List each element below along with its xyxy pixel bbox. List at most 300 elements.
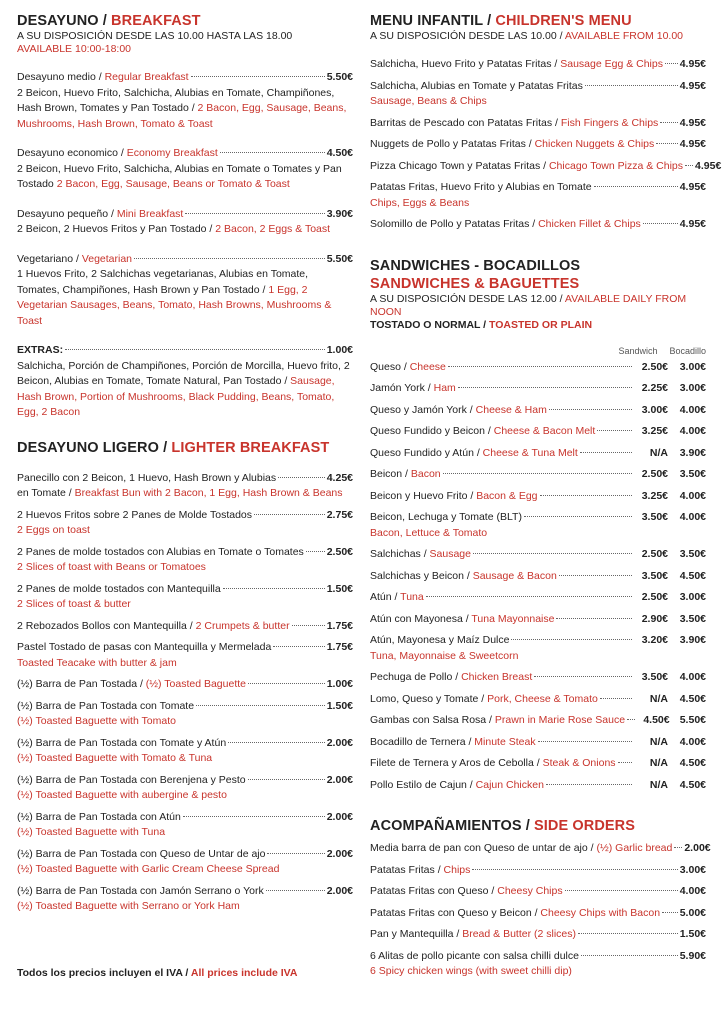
lighter-item-name: [17, 582, 221, 598]
sandwich-item-es: Salchichas /: [370, 548, 430, 560]
side-item-en: Cheesy Chips with Bacon: [540, 906, 661, 919]
breakfast-item-description: [17, 162, 353, 193]
sandwich-item-en: Ham: [433, 382, 456, 394]
sandwich-price: N/A: [649, 692, 668, 705]
lighter-item-es: (½) Barra de Pan Tostada con Berenjena y Pesto: [17, 773, 246, 786]
extras-desc-es: Salchicha, Porción de Champiñones, Porción de Morcilla, Huevo frito, 2 Beicon, Alubias en Tomate, Tomate Natural, Pan Tostado /: [17, 359, 350, 387]
sandwich-item-name: [370, 360, 446, 376]
lighter-title-en: LIGHTER BREAKFAST: [171, 439, 330, 456]
lighter-item-name: [17, 773, 246, 789]
lighter-desc-es: en Tomate /: [17, 487, 75, 499]
lighter-item-name: [17, 640, 271, 656]
lighter-item-row: [17, 847, 353, 863]
kids-item-price: 4.95€: [679, 138, 706, 150]
side-item-en: Bread & Butter (2 slices): [462, 928, 577, 940]
sandwich-item-name: [370, 778, 544, 794]
kids-item-row: [370, 137, 706, 153]
sandwich-item-row: [370, 778, 706, 794]
side-item-name: [370, 841, 672, 857]
sandwich-item-row: [370, 569, 706, 585]
sandwich-item-row: [370, 692, 706, 708]
side-item-es: 6 Alitas de pollo picante con salsa chilli dulce: [370, 949, 579, 962]
side-item-row: [370, 884, 706, 900]
kids-item-en: Chicken Fillet & Chips: [538, 218, 641, 230]
breakfast-item-row: [17, 70, 353, 86]
breakfast-item-price: 5.50€: [326, 71, 353, 83]
kids-item-price: 4.95€: [679, 79, 706, 92]
breakfast-availability-en: AVAILABLE 10:00-18:00: [17, 43, 132, 55]
kids-avail-es: A SU DISPOSICIÓN DESDE LAS 10.00 /: [370, 30, 565, 42]
sides-list: [370, 841, 711, 986]
bocadillo-price: 3.50€: [679, 612, 706, 625]
lighter-item-price: 2.00€: [326, 810, 353, 823]
kids-item-name: [370, 217, 641, 233]
lighter-item-en: 2 Slices of toast & butter: [17, 598, 131, 610]
lighter-item-name: [17, 677, 246, 693]
extras-label: EXTRAS:: [17, 344, 64, 356]
side-item-es: Patatas Fritas con Queso /: [370, 885, 498, 897]
lighter-item-price: 2.50€: [326, 545, 353, 558]
bocadillo-price: 3.00€: [679, 382, 706, 394]
sandwich-item-es: Pollo Estilo de Cajun /: [370, 778, 476, 791]
lighter-item-row: [17, 884, 353, 900]
footer-en: All prices include IVA: [190, 967, 298, 979]
breakfast-item-name: [17, 70, 189, 86]
lighter-item-price: 4.25€: [326, 471, 353, 484]
extras-description: [17, 359, 353, 421]
kids-item-name: [370, 116, 658, 132]
sandwich-price: 4.50€: [643, 714, 670, 726]
lighter-item-name: [17, 847, 265, 863]
lighter-title-es: DESAYUNO LIGERO: [17, 439, 159, 456]
sandwich-item-name: [370, 590, 424, 606]
sandwich-item-row: [370, 360, 706, 376]
sandwich-price: N/A: [649, 757, 668, 769]
sandwich-price: 3.20€: [641, 634, 668, 646]
lighter-item-row: [17, 508, 353, 524]
lighter-item-price: 1.75€: [326, 619, 353, 632]
right-column: [370, 12, 722, 986]
sandwich-item-en: Cheese: [409, 360, 446, 373]
side-item-name: [370, 906, 660, 922]
sandwich-price: N/A: [649, 446, 668, 459]
sandwich-price: 3.50€: [641, 511, 668, 523]
sandwich-item-name: [370, 510, 522, 526]
kids-item-row: [370, 217, 706, 233]
lighter-item-es: 2 Huevos Fritos sobre 2 Panes de Molde Tostados: [17, 508, 253, 521]
sandwich-item-name: [370, 424, 595, 440]
side-item-es: Pan y Mantequilla /: [370, 928, 463, 940]
sandwich-item-name: [370, 612, 554, 628]
lighter-item-es: 2 Rebozados Bollos con Mantequilla /: [17, 619, 196, 632]
sandwich-item-en: Pork, Cheese & Tomato: [487, 692, 598, 705]
sandwich-item-row: [370, 403, 706, 419]
sandwich-item-name: [370, 403, 547, 419]
sandwich-item-name: [370, 569, 557, 585]
sandwich-item-name: [370, 467, 441, 483]
breakfast-item-description: [17, 222, 353, 238]
kids-title-en: CHILDREN'S MENU: [495, 13, 632, 29]
sandwich-item-name: [370, 692, 598, 708]
sandwich-item-row: [370, 424, 706, 440]
sandwich-item-row: [370, 446, 706, 462]
sandwich-list: [370, 360, 706, 800]
sandwich-price: 2.25€: [641, 382, 668, 394]
lighter-item-price: 2.00€: [326, 773, 353, 786]
sandwich-item-es: Filete de Ternera y Aros de Cebolla /: [370, 757, 543, 769]
tax-footer: [17, 967, 297, 979]
sandwich-item-en: Steak & Onions: [542, 757, 616, 769]
lighter-item-en: (½) Toasted Baguette with Tuna: [17, 826, 166, 838]
sandwich-price: 3.00€: [641, 403, 668, 416]
lighter-item-es: (½) Barra de Pan Tostada con Jamón Serrano o York: [17, 884, 264, 897]
sandwich-item-es: Salchichas y Beicon /: [370, 569, 473, 582]
sandwich-item-en: Prawn in Marie Rose Sauce: [494, 714, 626, 726]
side-item-es: Media barra de pan con Queso de untar de ajo /: [370, 842, 597, 854]
lighter-item-en: 2 Crumpets & butter: [195, 619, 290, 632]
kids-item-es: Salchicha, Alubias en Tomate y Patatas Fritas: [370, 79, 583, 92]
lighter-item-name: [17, 699, 194, 715]
kids-item-price: 4.95€: [679, 58, 706, 70]
lighter-item-en: 2 Eggs on toast: [17, 524, 90, 536]
sandwich-item-row: [370, 381, 706, 397]
kids-item-es: Patatas Fritas, Huevo Frito y Alubias en Tomate: [370, 181, 592, 193]
kids-item-price: 4.95€: [695, 159, 722, 172]
sandwich-item-en: Cheese & Bacon Melt: [493, 425, 596, 437]
kids-item-es: Pizza Chicago Town y Patatas Fritas /: [370, 159, 549, 172]
kids-avail-en: AVAILABLE FROM 10.00: [564, 30, 684, 42]
bocadillo-price: 3.90€: [679, 634, 706, 646]
kids-item-en: Chicken Nuggets & Chips: [534, 138, 655, 150]
sandwich-column-headers: [370, 346, 706, 356]
lighter-item-row: [17, 810, 353, 826]
sandwich-price: 2.50€: [641, 591, 668, 603]
sides-title-en: SIDE ORDERS: [534, 818, 636, 834]
kids-title-es: MENU INFANTIL: [370, 13, 484, 29]
sides-title-es: ACOMPAÑAMIENTOS: [370, 818, 522, 834]
sandwich-item-es: Beicon, Lechuga y Tomate (BLT): [370, 511, 522, 523]
side-item-name: [370, 863, 470, 879]
bocadillo-price: 4.00€: [679, 735, 706, 748]
lighter-item-es: 2 Panes de molde tostados con Mantequilla: [17, 582, 221, 595]
lighter-item-price: 2.75€: [326, 508, 353, 521]
sandwich-item-name: [370, 756, 616, 772]
sandwich-price: 2.50€: [641, 468, 668, 480]
sandwich-price: 2.50€: [641, 360, 668, 373]
toast-es: TOSTADO O NORMAL /: [370, 318, 490, 331]
kids-item-price: 4.95€: [679, 218, 706, 230]
kids-heading: MENU INFANTIL / CHILDREN'S MENU: [370, 13, 632, 29]
sandwich-item-en: Chicken Breast: [461, 671, 533, 683]
bocadillo-price: 4.00€: [679, 511, 706, 523]
breakfast-item-row: [17, 252, 353, 268]
breakfast-item-es: Vegetariano /: [17, 252, 82, 265]
sandwich-item-en: Cheese & Tuna Melt: [482, 446, 578, 459]
bocadillo-price: 4.50€: [679, 692, 706, 705]
kids-list: [370, 57, 722, 239]
kids-item-en: Sausage Egg & Chips: [560, 58, 663, 70]
breakfast-item-en: Regular Breakfast: [104, 71, 189, 83]
kids-item-es: Nuggets de Pollo y Patatas Fritas /: [370, 138, 535, 150]
breakfast-item-en: Mini Breakfast: [116, 207, 184, 220]
sandwich-item-es: Atún /: [370, 591, 401, 603]
sandwich-item-row: [370, 510, 706, 526]
kids-item-row: [370, 159, 722, 175]
lighter-item-name: [17, 884, 264, 900]
breakfast-desc-es: 2 Beicon, Huevo Frito, Salchicha, Alubias en Tomate, Champiñones, Hash Brown, Tomates y Pan Tostado /: [17, 86, 335, 114]
sandwich-item-name: [370, 670, 532, 686]
breakfast-availability-es: A SU DISPOSICIÓN DESDE LAS 10.00 HASTA LAS 18.00: [17, 30, 293, 42]
bocadillo-price: 3.50€: [679, 468, 706, 480]
lighter-item-row: [17, 736, 353, 752]
sandwich-item-row: [370, 612, 706, 628]
bocadillo-price: 3.90€: [679, 446, 706, 459]
breakfast-item-description: [17, 86, 353, 133]
sandwich-price: 3.25€: [641, 425, 668, 437]
sandwich-price: 3.50€: [641, 671, 668, 683]
lighter-item-es: (½) Barra de Pan Tostada con Atún: [17, 810, 181, 823]
lighter-item-es: Panecillo con 2 Beicon, 1 Huevo, Hash Brown y Alubias: [17, 471, 277, 484]
left-column: [17, 12, 353, 921]
extras-price: 1.00€: [326, 344, 353, 356]
lighter-item-price: 2.00€: [326, 736, 353, 749]
lighter-item-row: [17, 619, 353, 635]
breakfast-item-price: 5.50€: [326, 252, 353, 265]
sandwich-item-es: Queso Fundido y Atún /: [370, 446, 483, 459]
side-item-price: 3.00€: [679, 863, 706, 876]
bocadillo-price: 5.50€: [679, 714, 706, 726]
sandwich-item-row: [370, 633, 706, 649]
lighter-item-es: 2 Panes de molde tostados con Alubias en Tomate o Tomates: [17, 545, 304, 558]
kids-item-name: [370, 137, 654, 153]
kids-item-row: [370, 180, 706, 196]
lighter-item-en: (½) Toasted Baguette: [145, 678, 247, 690]
side-item-row: [370, 949, 706, 965]
sandwich-price: 3.50€: [641, 569, 668, 582]
side-item-price: 2.00€: [684, 842, 711, 854]
lighter-item-row: [17, 545, 353, 561]
sandwich-price: 3.25€: [641, 489, 668, 502]
lighter-item-en: 2 Slices of toast with Beans or Tomatoes: [17, 561, 206, 573]
kids-item-en: Chips, Eggs & Beans: [370, 196, 470, 209]
side-item-price: 5.00€: [679, 906, 706, 919]
lighter-item-price: 2.00€: [326, 847, 353, 860]
kids-item-name: [370, 180, 592, 196]
sandwich-item-es: Pechuga de Pollo /: [370, 671, 462, 683]
breakfast-item-name: [17, 252, 132, 268]
lighter-item-name: [17, 736, 226, 752]
side-item-es: Patatas Fritas /: [370, 863, 444, 876]
sandwich-item-en: Tuna, Mayonnaise & Sweetcorn: [370, 649, 519, 662]
kids-item-es: Barritas de Pescado con Patatas Fritas /: [370, 116, 561, 129]
bocadillo-price: 4.50€: [679, 569, 706, 582]
lighter-item-es: Pastel Tostado de pasas con Mantequilla y Mermelada: [17, 641, 272, 653]
lighter-item-name: [17, 545, 304, 561]
breakfast-item-en: Economy Breakfast: [126, 147, 218, 159]
sandwich-item-es: Beicon y Huevo Frito /: [370, 489, 477, 502]
sandwich-item-row: [370, 713, 706, 729]
breakfast-list: [17, 70, 353, 343]
breakfast-desc-en: 1 Egg, 2 Vegetarian Sausages, Beans, Tomato, Hash Browns, Mushrooms & Toast: [17, 283, 332, 327]
sandwich-item-es: Atún, Mayonesa y Maíz Dulce: [370, 634, 510, 646]
side-item-row: [370, 906, 706, 922]
sandwich-item-name: [370, 713, 625, 729]
kids-item-es: Solomillo de Pollo y Patatas Fritas /: [370, 218, 539, 230]
sandwiches-heading: SANDWICHES - BOCADILLOS: [370, 257, 581, 274]
side-item-price: 4.00€: [679, 885, 706, 897]
sandwiches-availability: [370, 293, 706, 319]
breakfast-item-es: Desayuno economico /: [17, 147, 127, 159]
lighter-item-name: [17, 619, 290, 635]
kids-item-name: [370, 159, 683, 175]
lighter-item-en: (½) Toasted Baguette with Serrano or York Ham: [17, 900, 240, 912]
lighter-item-row: [17, 471, 353, 487]
kids-item-name: [370, 79, 583, 95]
kids-availability: [370, 30, 706, 43]
sandwich-item-es: Beicon /: [370, 468, 411, 480]
bocadillo-price: 4.00€: [679, 489, 706, 502]
sandwiches-toast-option: [370, 319, 706, 332]
sandwich-item-name: [370, 547, 471, 563]
breakfast-desc-en: 2 Bacon, 2 Eggs & Toast: [215, 223, 331, 235]
lighter-item-en: (½) Toasted Baguette with Garlic Cream Cheese Spread: [17, 863, 280, 875]
lighter-item-es: (½) Barra de Pan Tostada con Tomate: [17, 699, 195, 712]
lighter-item-price: 2.00€: [326, 884, 353, 897]
bocadillo-price: 4.00€: [679, 425, 706, 437]
sandwich-item-en: Sausage & Bacon: [472, 569, 557, 582]
side-item-en: Cheesy Chips: [497, 885, 563, 897]
sandwich-item-row: [370, 735, 706, 751]
breakfast-title-en: BREAKFAST: [111, 13, 201, 29]
sandwich-item-name: [370, 381, 456, 397]
sandwich-price: 2.50€: [641, 548, 668, 560]
breakfast-desc-en: 2 Bacon, Egg, Sausage, Beans or Tomato & Toast: [56, 178, 290, 190]
lighter-item-row: [17, 640, 353, 656]
col-sandwich-label: Sandwich: [618, 345, 658, 356]
breakfast-item-en: Vegetarian: [81, 252, 133, 265]
sandwich-item-row: [370, 489, 706, 505]
bocadillo-price: 4.50€: [679, 757, 706, 769]
bocadillo-price: 4.00€: [679, 671, 706, 683]
sandwich-price: 2.90€: [641, 612, 668, 625]
breakfast-item-name: [17, 146, 218, 162]
lighter-list: [17, 471, 353, 921]
sandwich-item-row: [370, 467, 706, 483]
sandwich-item-en: Bacon, Lettuce & Tomato: [370, 526, 488, 539]
sandwich-item-es: Gambas con Salsa Rosa /: [370, 714, 495, 726]
sandwiches-avail-es: A SU DISPOSICIÓN DESDE LAS 12.00 /: [370, 292, 565, 305]
side-item-row: [370, 927, 706, 943]
lighter-item-price: 1.75€: [326, 641, 353, 653]
kids-item-es: Salchicha, Huevo Frito y Patatas Fritas /: [370, 58, 561, 70]
sandwich-item-en: Tuna: [400, 591, 424, 603]
lighter-item-price: 1.50€: [326, 699, 353, 712]
side-item-price: 5.90€: [679, 949, 706, 962]
sandwich-item-row: [370, 756, 706, 772]
breakfast-item-description: [17, 267, 353, 329]
bocadillo-price: 3.50€: [679, 548, 706, 560]
sandwich-item-en: Bacon & Egg: [476, 489, 538, 502]
kids-item-en: Sausage, Beans & Chips: [370, 95, 487, 107]
breakfast-item-es: Desayuno pequeño /: [17, 207, 117, 220]
sandwich-item-es: Jamón York /: [370, 382, 434, 394]
side-item-en: Chips: [443, 863, 471, 876]
sandwich-item-en: Cajun Chicken: [475, 778, 544, 791]
lighter-item-name: [17, 810, 181, 826]
lighter-item-es: (½) Barra de Pan Tostada con Tomate y Atún: [17, 736, 227, 749]
sandwich-item-en: Bacon: [410, 468, 441, 480]
sandwich-item-row: [370, 590, 706, 606]
kids-item-name: [370, 57, 663, 73]
side-item-name: [370, 884, 563, 900]
breakfast-item-price: 4.50€: [326, 147, 353, 159]
lighter-item-en: Toasted Teacake with butter & jam: [17, 656, 177, 669]
sandwich-item-es: Queso y Jamón York /: [370, 403, 476, 416]
lighter-item-name: [17, 471, 276, 487]
kids-item-en: Chicago Town Pizza & Chips: [548, 159, 684, 172]
lighter-item-en: (½) Toasted Baguette with Tomato & Tuna: [17, 752, 213, 764]
lighter-desc-en: Breakfast Bun with 2 Bacon, 1 Egg, Hash Brown & Beans: [74, 487, 343, 499]
sandwich-item-en: Cheese & Ham: [475, 403, 547, 416]
kids-item-row: [370, 116, 706, 132]
side-item-en: 6 Spicy chicken wings (with sweet chilli dip): [370, 965, 572, 977]
lighter-item-row: [17, 677, 353, 693]
sandwich-item-en: Tuna Mayonnaise: [471, 612, 555, 625]
sandwich-item-name: [370, 489, 538, 505]
sandwich-item-name: [370, 735, 536, 751]
breakfast-desc-en: 2 Bacon, Egg, Sausage, Beans, Mushrooms, Hash Brown, Tomato & Toast: [17, 102, 347, 130]
breakfast-item-row: [17, 146, 353, 162]
side-item-es: Patatas Fritas con Queso y Beicon /: [370, 906, 541, 919]
lighter-item-row: [17, 582, 353, 598]
col-bocadillo-label: Bocadillo: [669, 345, 706, 356]
lighter-item-name: [17, 508, 252, 524]
sandwich-price: N/A: [649, 778, 668, 791]
sandwich-item-name: [370, 446, 578, 462]
side-item-en: (½) Garlic bread: [596, 842, 673, 854]
sandwich-item-es: Atún con Mayonesa /: [370, 612, 472, 625]
side-item-row: [370, 841, 711, 857]
lighter-item-price: 1.00€: [326, 678, 353, 690]
sandwich-price: N/A: [649, 735, 668, 748]
breakfast-item-es: Desayuno medio /: [17, 71, 105, 83]
kids-item-price: 4.95€: [679, 181, 706, 193]
breakfast-item-price: 3.90€: [326, 207, 353, 220]
sandwich-item-row: [370, 670, 706, 686]
sandwich-item-en: Minute Steak: [474, 735, 536, 748]
lighter-item-description: [17, 486, 353, 502]
kids-item-row: [370, 79, 706, 95]
lighter-item-row: [17, 773, 353, 789]
extras-desc-en: Sausage, Hash Brown, Portion of Mushrooms, Black Pudding, Beans, Tomato, Egg, 2 Bacon: [17, 375, 335, 418]
side-item-name: [370, 949, 579, 965]
bocadillo-price: 3.00€: [679, 360, 706, 373]
lighter-item-row: [17, 699, 353, 715]
sandwich-item-es: Lomo, Queso y Tomate /: [370, 692, 488, 705]
breakfast-desc-es: 1 Huevos Frito, 2 Salchichas vegetarianas, Alubias en Tomate, Tomates, Champiñones, Hash Brown y Pan Tostado /: [17, 268, 309, 296]
sandwich-item-es: Queso /: [370, 360, 410, 373]
sandwiches-subheading: SANDWICHES & BAGUETTES: [370, 275, 580, 292]
bocadillo-price: 4.50€: [679, 778, 706, 791]
lighter-item-price: 1.50€: [326, 582, 353, 595]
breakfast-desc-es: 2 Beicon, 2 Huevos Fritos y Pan Tostado /: [17, 223, 216, 235]
breakfast-item-name: [17, 207, 183, 223]
bocadillo-price: 4.00€: [679, 403, 706, 416]
lighter-item-es: (½) Barra de Pan Tostada /: [17, 678, 146, 690]
sandwich-item-es: Queso Fundido y Beicon /: [370, 425, 494, 437]
breakfast-desc-es: 2 Beicon, Huevo Frito, Salchicha, Alubias en Tomate o Tomates y Pan Tostado: [17, 162, 342, 190]
lighter-item-es: (½) Barra de Pan Tostada con Queso de Untar de ajo: [17, 847, 266, 860]
